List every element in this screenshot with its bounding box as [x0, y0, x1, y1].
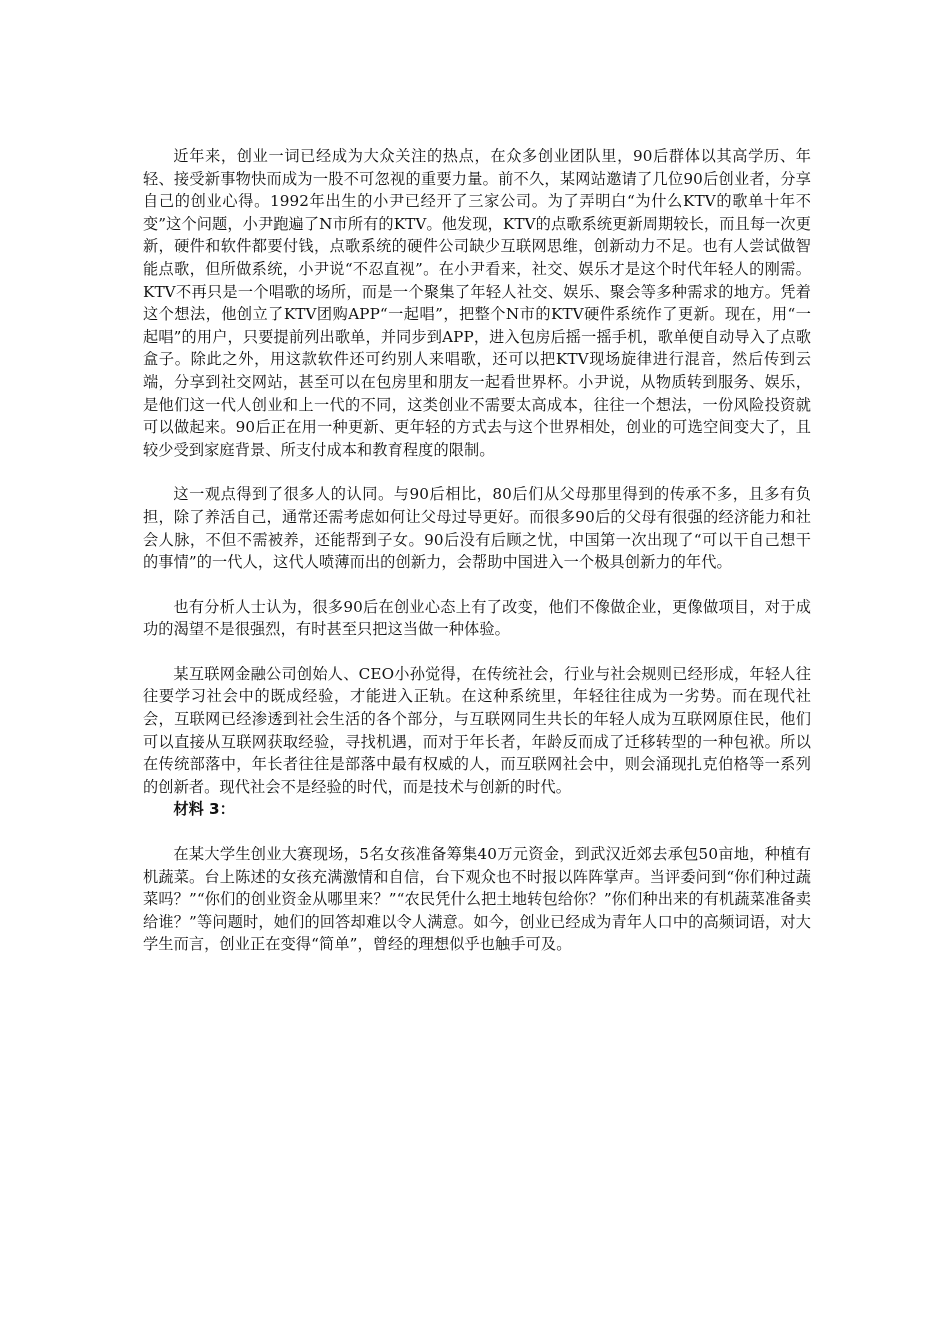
- paragraph-2: 这一观点得到了很多人的认同。与90后相比，80后们从父母那里得到的传承不多，且多有负担，除了养活自己，通常还需考虑如何让父母过导更好。而很多90后的父母有很强的经济能力和社会人脉，不但不需被养，还能帮到子女。90后没有后顾之忧，中国第一次出现了“可以干自己想干的事情”的一代人，这代人喷薄而出的创新力，会帮助中国进入一个极具创新力的年代。: [143, 485, 811, 572]
- paragraph-3: 也有分析人士认为，很多90后在创业心态上有了改变，他们不像做企业，更像做项目，对于成功的渴望不是很强烈，有时甚至只把这当做一种体验。: [143, 597, 811, 639]
- document-page: [143, 145, 811, 956]
- paragraph-5: 在某大学生创业大赛现场，5名女孩准备筹集40万元资金，到武汉近郊去承包50亩地，种植有机蔬菜。台上陈述的女孩充满激情和自信，台下观众也不时报以阵阵掌声。当评委问到“你们种过蔬菜吗？”“你们的创业资金从哪里来？”“农民凭什么把土地转包给你？”你们种出来的有机蔬菜准备卖给谁？”等问题时，她们的回答却难以令人满意。如今，创业已经成为青年人口中的高频词语，对大学生而言，创业正在变得“简单”，曾经的理想似乎也触手可及。: [143, 845, 811, 954]
- section-heading: 材料 3：: [173, 800, 235, 819]
- paragraph-4: 某互联网金融公司创始人、CEO小孙觉得，在传统社会，行业与社会规则已经形成，年轻人往往要学习社会中的既成经验，才能进入正轨。在这种系统里，年轻往往成为一劣势。而在现代社会，互联网已经渗透到社会生活的各个部分，与互联网同生共长的年轻人成为互联网原住民，他们可以直接从互联网获取经验，寻找机遇，而对于年长者，年龄反而成了迁移转型的一种包袱。所以在传统部落中，年长者往往是部落中最有权威的人，而互联网社会中，则会涌现扎克伯格等一系列的创新者。现代社会不是经验的时代，而是技术与创新的时代。: [143, 664, 811, 796]
- paragraph-1: 近年来，创业一词已经成为大众关注的热点，在众多创业团队里，90后群体以其高学历、年轻、接受新事物快而成为一股不可忽视的重要力量。前不久，某网站邀请了几位90后创业者，分享自己的创业心得。1992年出生的小尹已经开了三家公司。为了弄明白“为什么KTV的歌单十年不变”这个问题，小尹跑遍了N市所有的KTV。他发现，KTV的点歌系统更新周期较长，而且每一次更新，硬件和软件都要付钱，点歌系统的硬件公司缺少互联网思维，创新动力不足。也有人尝试做智能点歌，但所做系统，小尹说“不忍直视”。在小尹看来，社交、娱乐才是这个时代年轻人的刚需。KTV不再只是一个唱歌的场所，而是一个聚集了年轻人社交、娱乐、聚会等多种需求的地方。凭着这个想法，他创立了KTV团购APP“一起唱”，把整个N市的KTV硬件系统作了更新。现在，用“一起唱”的用户，只要提前列出歌单，并同步到APP，进入包房后摇一摇手机，歌单便自动导入了点歌盒子。除此之外，用这款软件还可约别人来唱歌，还可以把KTV现场旋律进行混音，然后传到云端，分享到社交网站，甚至可以在包房里和朋友一起看世界杯。小尹说，从物质转到服务、娱乐，是他们这一代人创业和上一代的不同，这类创业不需要太高成本，往往一个想法，一份风险投资就可以做起来。90后正在用一种更新、更年轻的方式去与这个世界相处，创业的可选空间变大了，且较少受到家庭背景、所支付成本和教育程度的限制。: [143, 147, 811, 459]
